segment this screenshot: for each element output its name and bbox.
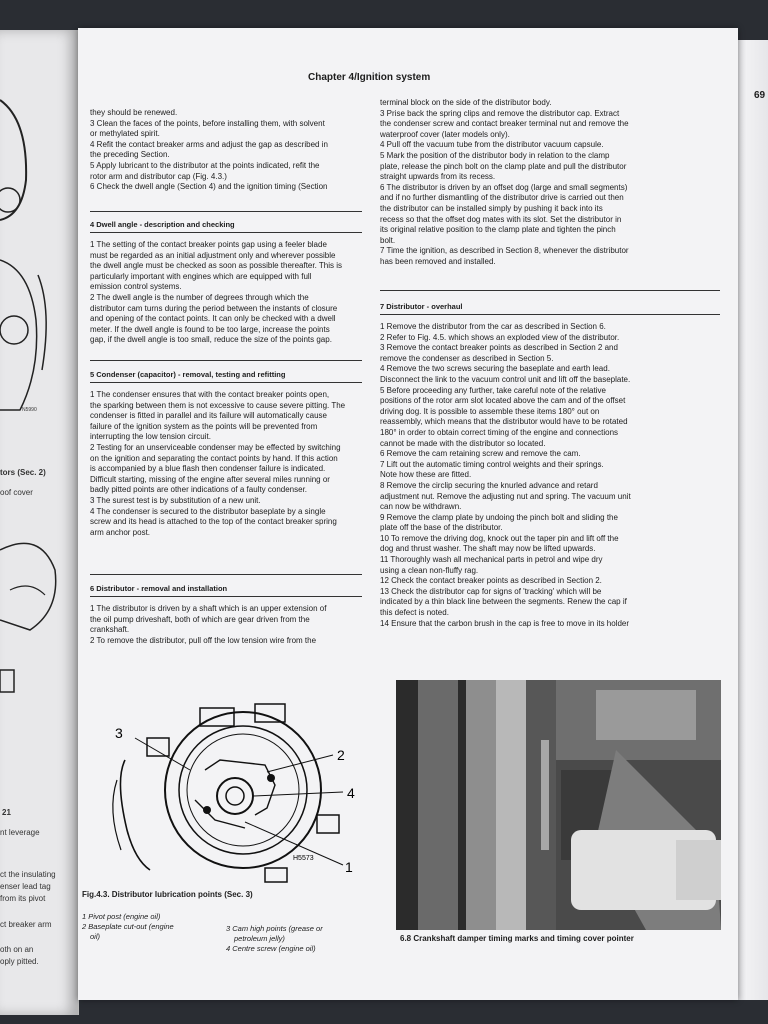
- text-line: emission control systems.: [90, 282, 182, 292]
- text-line: this defect is noted.: [380, 608, 449, 618]
- text-line: gap, if the dwell angle is too small, reduce the size of the points gap.: [90, 335, 332, 345]
- callout-label: 1: [345, 859, 353, 875]
- photo-caption: 6.8 Crankshaft damper timing marks and timing cover pointer: [400, 934, 634, 943]
- text-line: can now be withdrawn.: [380, 502, 462, 512]
- text-line: 180° in order to obtain correct timing of the engine and connections: [380, 427, 619, 437]
- text-line: 3 Clean the faces of the points, before installing them, with solvent: [90, 118, 325, 128]
- text-line: 12 Check the contact breaker points as described in Section 2.: [380, 576, 602, 586]
- text-line: 7 Lift out the automatic timing control weights and their springs.: [380, 459, 604, 469]
- text-line: the sparking between them is not excessive to cause severe pitting. The: [90, 400, 346, 410]
- text-line: screw and its head is attached to the top of the contact breaker spring: [90, 517, 337, 527]
- text-line: driving dog. It is possible to assemble these items 180° out on: [380, 406, 600, 416]
- text-line: 2 To remove the distributor, pull off the low tension wire from the: [90, 635, 317, 645]
- left-fragment: tors (Sec. 2): [0, 468, 46, 477]
- text-line: positions of the rotor arm slot located above the cam and of the offset: [380, 396, 626, 406]
- text-line: 13 Check the distributor cap for signs of 'tracking' which will be: [380, 586, 602, 596]
- left-fragment: 21: [2, 808, 11, 817]
- crankshaft-photo-image: [396, 680, 721, 930]
- text-line: 2 Testing for an unserviceable condenser may be effected by switching: [90, 442, 341, 452]
- text-line: failure of the ignition system as the points will be prevented from: [90, 421, 318, 431]
- text-line: 5 Before proceeding any further, take careful note of the relative: [380, 385, 606, 395]
- text-line: its original relative position to the clamp plate and tighten the pinch: [380, 225, 616, 235]
- left-fragment: nt leverage: [0, 828, 40, 837]
- left-fragment: ct the insulating: [0, 870, 56, 879]
- text-line: condenser is fitted in parallel and its failure will automatically cause: [90, 411, 328, 421]
- section-rule: [90, 360, 362, 361]
- left-page-diagrams: [0, 30, 78, 1015]
- callout-label: 4: [347, 785, 355, 801]
- text-line: remove the condenser as described in Section 5.: [380, 353, 554, 363]
- chapter-title: Chapter 4/Ignition system: [308, 72, 431, 83]
- left-fragment: enser lead tag: [0, 882, 51, 891]
- text-line: using a clean non-fluffy rag.: [380, 565, 479, 575]
- text-line: 4 Pull off the vacuum tube from the distributor vacuum capsule.: [380, 140, 604, 150]
- text-line: and if no further dismantling of the distributor drive is carried out then: [380, 193, 624, 203]
- text-line: 6 Check the dwell angle (Section 4) and the ignition timing (Section: [90, 182, 328, 192]
- text-line: the preceding Section.: [90, 150, 170, 160]
- text-line: badly pitted points are other indications of a faulty condenser.: [90, 485, 308, 495]
- section-rule: [90, 574, 362, 575]
- text-line: recess so that the offset dog mates with its slot. Set the distributor in: [380, 214, 622, 224]
- text-line: 2 Refer to Fig. 4.5. which shows an exploded view of the distributor.: [380, 332, 620, 342]
- text-line: 6 Remove the cam retaining screw and remove the cam.: [380, 449, 581, 459]
- section-rule: [90, 211, 362, 212]
- text-line: particularly important with engines which are equipped with full: [90, 271, 312, 281]
- text-line: rotor arm and distributor cap (Fig. 4.3.): [90, 171, 227, 181]
- section-heading: 7 Distributor - overhaul: [380, 302, 463, 311]
- text-line: adjustment nut. Remove the adjusting nut and spring. The vacuum unit: [380, 491, 631, 501]
- left-fragment: oof cover: [0, 488, 33, 497]
- text-line: 6 The distributor is driven by an offset dog (large and small segments): [380, 182, 628, 192]
- text-line: Disconnect the link to the vacuum control unit and lift off the baseplate.: [380, 374, 631, 384]
- section-4-body: [90, 240, 365, 346]
- text-line: 4 The condenser is secured to the distributor baseplate by a single: [90, 506, 326, 516]
- section-rule: [380, 314, 720, 315]
- text-line: they should be renewed.: [90, 108, 178, 117]
- left-column-top: [90, 108, 365, 193]
- left-fragment: N5990: [22, 407, 37, 413]
- text-line: is accompanied by a blue flash then condenser failure is indicated.: [90, 464, 326, 474]
- left-fragment: oth on an: [0, 945, 34, 954]
- text-line: 9 Remove the clamp plate by undoing the pinch bolt and sliding the: [380, 512, 618, 522]
- text-line: waterproof cover (later models only).: [380, 129, 510, 139]
- text-line: terminal block on the side of the distributor body.: [380, 98, 552, 107]
- text-line: 8 Remove the circlip securing the knurled advance and retard: [380, 480, 598, 490]
- text-line: 3 Prise back the spring clips and remove the distributor cap. Extract: [380, 108, 620, 118]
- distributor-diagram: [95, 690, 375, 890]
- text-line: plate off the base of the distributor.: [380, 523, 503, 533]
- section-5-body: [90, 390, 365, 538]
- text-line: 1 Remove the distributor from the car as described in Section 6.: [380, 322, 606, 331]
- text-line: straight upwards from its recess.: [380, 172, 496, 182]
- text-line: reassembly, which means that the distributor would have to be rotated: [380, 417, 628, 427]
- text-line: and opening of the contact points. It can only be checked with a dwell: [90, 314, 336, 324]
- left-fragment: from its pivot: [0, 894, 46, 903]
- text-line: Note how these are fitted.: [380, 470, 472, 480]
- legend-item: 1 Pivot post (engine oil): [82, 912, 161, 921]
- text-line: must be regarded as an initial adjustment only and wherever possible: [90, 250, 336, 260]
- text-line: meter. If the dwell angle is found to be too large, increase the points: [90, 324, 330, 334]
- section-7-body: [380, 322, 725, 629]
- text-line: distributor cam turns during the period between the instants of closure: [90, 303, 338, 313]
- text-line: 1 The distributor is driven by a shaft which is an upper extension of: [90, 604, 327, 613]
- left-page: [0, 30, 79, 1015]
- text-line: 4 Refit the contact breaker arms and adjust the gap as described in: [90, 139, 328, 149]
- crankshaft-photo: [396, 680, 721, 930]
- text-line: interrupting the low tension circuit.: [90, 432, 211, 442]
- text-line: or methylated spirit.: [90, 129, 160, 139]
- legend-item: 4 Centre screw (engine oil): [226, 944, 316, 953]
- left-fragment: ct breaker arm: [0, 920, 52, 929]
- text-line: has been removed and installed.: [380, 256, 496, 266]
- text-line: 3 The surest test is by substitution of a new unit.: [90, 495, 261, 505]
- section-heading: 4 Dwell angle - description and checking: [90, 220, 235, 229]
- text-line: crankshaft.: [90, 625, 130, 635]
- text-line: the dwell angle must be checked as soon as possible thereafter. This is: [90, 261, 342, 271]
- section-rule: [380, 290, 720, 291]
- text-line: 4 Remove the two screws securing the baseplate and earth lead.: [380, 364, 610, 374]
- legend-item: 3 Cam high points (grease or: [226, 924, 323, 933]
- callout-label: 2: [337, 747, 345, 763]
- section-heading: 5 Condenser (capacitor) - removal, testing and refitting: [90, 370, 286, 379]
- text-line: on the ignition and separating the contact points by hand. If this action: [90, 453, 338, 463]
- text-line: 5 Mark the position of the distributor body in relation to the clamp: [380, 150, 610, 160]
- page-number: 69: [754, 90, 766, 101]
- figure-caption: Fig.4.3. Distributor lubrication points (Sec. 3): [82, 890, 253, 899]
- text-line: 1 The condenser ensures that with the contact breaker points open,: [90, 390, 330, 399]
- text-line: cannot be made with the distributor so located.: [380, 438, 546, 448]
- text-line: the condenser screw and contact breaker terminal nut and remove the: [380, 119, 629, 129]
- text-line: 3 Remove the contact breaker points as described in Section 2 and: [380, 343, 618, 353]
- section-rule: [90, 596, 362, 597]
- callout-label: 3: [115, 725, 123, 741]
- text-line: the distributor can be installed simply by pushing it back into its: [380, 203, 603, 213]
- legend-item: petroleum jelly): [234, 934, 285, 943]
- section-heading: 6 Distributor - removal and installation: [90, 584, 228, 593]
- figure-legend-right: [226, 924, 323, 954]
- legend-item: oil): [90, 932, 101, 941]
- legend-item: 2 Baseplate cut-out (engine: [82, 922, 174, 931]
- text-line: 14 Ensure that the carbon brush in the cap is free to move in its holder: [380, 618, 630, 628]
- text-line: plate, release the pinch bolt on the clamp plate and pull the distributor: [380, 161, 627, 171]
- text-line: Difficult starting, missing of the engine after several miles running or: [90, 474, 330, 484]
- text-line: 2 The dwell angle is the number of degrees through which the: [90, 292, 309, 302]
- text-line: 7 Time the ignition, as described in Section 8, whenever the distributor: [380, 246, 629, 256]
- text-line: 11 Thoroughly wash all mechanical parts in petrol and wipe dry: [380, 555, 603, 565]
- right-column-top: [380, 98, 720, 268]
- section-6-body: [90, 604, 370, 646]
- text-line: bolt.: [380, 235, 396, 245]
- section-rule: [90, 232, 362, 233]
- text-line: indicated by a thin black line between the segments. Renew the cap if: [380, 597, 627, 607]
- text-line: the oil pump driveshaft, both of which are gear driven from the: [90, 614, 310, 624]
- figure-code: H5573: [293, 855, 314, 862]
- left-fragment: oply pitted.: [0, 957, 39, 966]
- text-line: 5 Apply lubricant to the distributor at the points indicated, refit the: [90, 160, 320, 170]
- text-line: dog and thrust washer. The shaft may now be lifted upwards.: [380, 544, 596, 554]
- text-line: 10 To remove the driving dog, knock out the taper pin and lift off the: [380, 533, 619, 543]
- text-line: 1 The setting of the contact breaker points gap using a feeler blade: [90, 240, 327, 249]
- text-line: arm anchor post.: [90, 527, 151, 537]
- section-rule: [90, 382, 362, 383]
- figure-legend-left: [82, 912, 174, 942]
